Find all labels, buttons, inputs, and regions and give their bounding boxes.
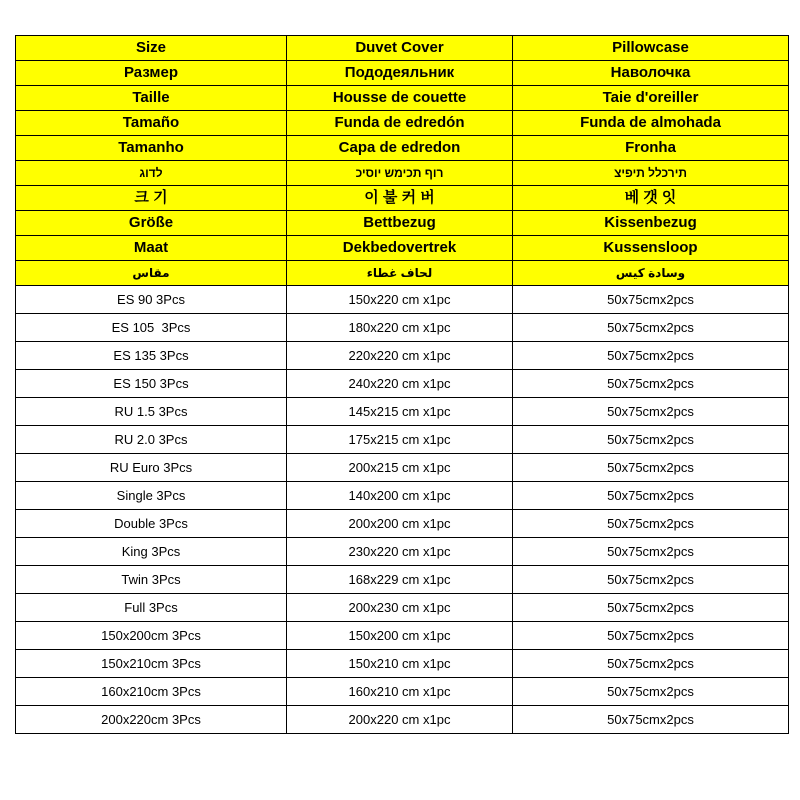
table-row	[16, 706, 789, 734]
pillowcase-cell: 50x75cmx2pcs	[513, 678, 789, 706]
header-row-spanish	[16, 111, 789, 136]
header-duvet-cover-cell: Housse de couette	[287, 86, 513, 111]
size-cell: ES 135 3Pcs	[16, 342, 287, 370]
duvet-cover-cell: 175x215 cm x1pc	[287, 426, 513, 454]
pillowcase-cell: 50x75cmx2pcs	[513, 370, 789, 398]
header-row-french	[16, 86, 789, 111]
size-cell: ES 105 3Pcs	[16, 314, 287, 342]
table-row	[16, 622, 789, 650]
duvet-cover-cell: 200x230 cm x1pc	[287, 594, 513, 622]
pillowcase-cell: 50x75cmx2pcs	[513, 566, 789, 594]
header-row-hebrew	[16, 161, 789, 186]
header-size-cell: Tamanho	[16, 136, 287, 161]
header-size-cell: Tamaño	[16, 111, 287, 136]
table-row	[16, 566, 789, 594]
duvet-cover-cell: 240x220 cm x1pc	[287, 370, 513, 398]
size-cell: Double 3Pcs	[16, 510, 287, 538]
header-duvet-cover-cell: Bettbezug	[287, 211, 513, 236]
header-pillowcase-cell: Kissenbezug	[513, 211, 789, 236]
size-cell: ES 150 3Pcs	[16, 370, 287, 398]
table-row	[16, 370, 789, 398]
header-pillowcase-cell: وسادة كيس	[513, 261, 789, 286]
table-row	[16, 594, 789, 622]
size-cell: 200x220cm 3Pcs	[16, 706, 287, 734]
header-size-cell: Maat	[16, 236, 287, 261]
header-pillowcase-cell: Taie d'oreiller	[513, 86, 789, 111]
header-size-cell: Taille	[16, 86, 287, 111]
header-size-cell: Größe	[16, 211, 287, 236]
header-size-cell: 크 기	[16, 186, 287, 211]
table-row	[16, 286, 789, 314]
header-row-dutch	[16, 236, 789, 261]
pillowcase-cell: 50x75cmx2pcs	[513, 342, 789, 370]
duvet-cover-cell: 140x200 cm x1pc	[287, 482, 513, 510]
duvet-cover-cell: 150x210 cm x1pc	[287, 650, 513, 678]
header-duvet-cover-cell: Dekbedovertrek	[287, 236, 513, 261]
size-cell: RU 1.5 3Pcs	[16, 398, 287, 426]
header-duvet-cover-cell: Funda de edredón	[287, 111, 513, 136]
pillowcase-cell: 50x75cmx2pcs	[513, 650, 789, 678]
header-duvet-cover-cell: Duvet Cover	[287, 36, 513, 61]
pillowcase-cell: 50x75cmx2pcs	[513, 314, 789, 342]
header-size-cell: Размер	[16, 61, 287, 86]
header-row-arabic	[16, 261, 789, 286]
table-row	[16, 482, 789, 510]
table-row	[16, 510, 789, 538]
table-row	[16, 538, 789, 566]
duvet-cover-cell: 200x220 cm x1pc	[287, 706, 513, 734]
table-row	[16, 398, 789, 426]
header-duvet-cover-cell: 이 불 커 버	[287, 186, 513, 211]
pillowcase-cell: 50x75cmx2pcs	[513, 398, 789, 426]
header-row-russian	[16, 61, 789, 86]
table-row	[16, 426, 789, 454]
size-cell: Single 3Pcs	[16, 482, 287, 510]
pillowcase-cell: 50x75cmx2pcs	[513, 426, 789, 454]
duvet-cover-cell: 180x220 cm x1pc	[287, 314, 513, 342]
header-duvet-cover-cell: Пододеяльник	[287, 61, 513, 86]
header-pillowcase-cell: Fronha	[513, 136, 789, 161]
pillowcase-cell: 50x75cmx2pcs	[513, 482, 789, 510]
table-row	[16, 650, 789, 678]
duvet-cover-cell: 230x220 cm x1pc	[287, 538, 513, 566]
header-duvet-cover-cell: Capa de edredon	[287, 136, 513, 161]
pillowcase-cell: 50x75cmx2pcs	[513, 510, 789, 538]
size-cell: Twin 3Pcs	[16, 566, 287, 594]
header-pillowcase-cell: Kussensloop	[513, 236, 789, 261]
pillowcase-cell: 50x75cmx2pcs	[513, 286, 789, 314]
header-duvet-cover-cell: רוף תכימש יוסיכ	[287, 161, 513, 186]
duvet-cover-cell: 150x220 cm x1pc	[287, 286, 513, 314]
header-row-korean	[16, 186, 789, 211]
size-cell: RU 2.0 3Pcs	[16, 426, 287, 454]
header-row-portuguese	[16, 136, 789, 161]
duvet-cover-cell: 200x215 cm x1pc	[287, 454, 513, 482]
duvet-cover-cell: 150x200 cm x1pc	[287, 622, 513, 650]
pillowcase-cell: 50x75cmx2pcs	[513, 538, 789, 566]
table-row	[16, 314, 789, 342]
table-row	[16, 454, 789, 482]
size-cell: King 3Pcs	[16, 538, 287, 566]
size-chart-table	[15, 35, 789, 734]
header-size-cell: Size	[16, 36, 287, 61]
header-pillowcase-cell: Funda de almohada	[513, 111, 789, 136]
pillowcase-cell: 50x75cmx2pcs	[513, 706, 789, 734]
size-cell: Full 3Pcs	[16, 594, 287, 622]
table-row	[16, 678, 789, 706]
duvet-cover-cell: 145x215 cm x1pc	[287, 398, 513, 426]
header-duvet-cover-cell: لحاف غطاء	[287, 261, 513, 286]
header-pillowcase-cell: תירכלל תיפיצ	[513, 161, 789, 186]
header-size-cell: مقاس	[16, 261, 287, 286]
header-size-cell: לדוג	[16, 161, 287, 186]
duvet-cover-cell: 168x229 cm x1pc	[287, 566, 513, 594]
pillowcase-cell: 50x75cmx2pcs	[513, 454, 789, 482]
header-pillowcase-cell: 베 갯 잇	[513, 186, 789, 211]
header-pillowcase-cell: Наволочка	[513, 61, 789, 86]
size-cell: ES 90 3Pcs	[16, 286, 287, 314]
pillowcase-cell: 50x75cmx2pcs	[513, 622, 789, 650]
duvet-cover-cell: 200x200 cm x1pc	[287, 510, 513, 538]
size-cell: RU Euro 3Pcs	[16, 454, 287, 482]
size-cell: 150x210cm 3Pcs	[16, 650, 287, 678]
size-cell: 160x210cm 3Pcs	[16, 678, 287, 706]
table-row	[16, 342, 789, 370]
header-pillowcase-cell: Pillowcase	[513, 36, 789, 61]
duvet-cover-cell: 220x220 cm x1pc	[287, 342, 513, 370]
pillowcase-cell: 50x75cmx2pcs	[513, 594, 789, 622]
header-row-german	[16, 211, 789, 236]
size-cell: 150x200cm 3Pcs	[16, 622, 287, 650]
duvet-cover-cell: 160x210 cm x1pc	[287, 678, 513, 706]
header-row-english	[16, 36, 789, 61]
